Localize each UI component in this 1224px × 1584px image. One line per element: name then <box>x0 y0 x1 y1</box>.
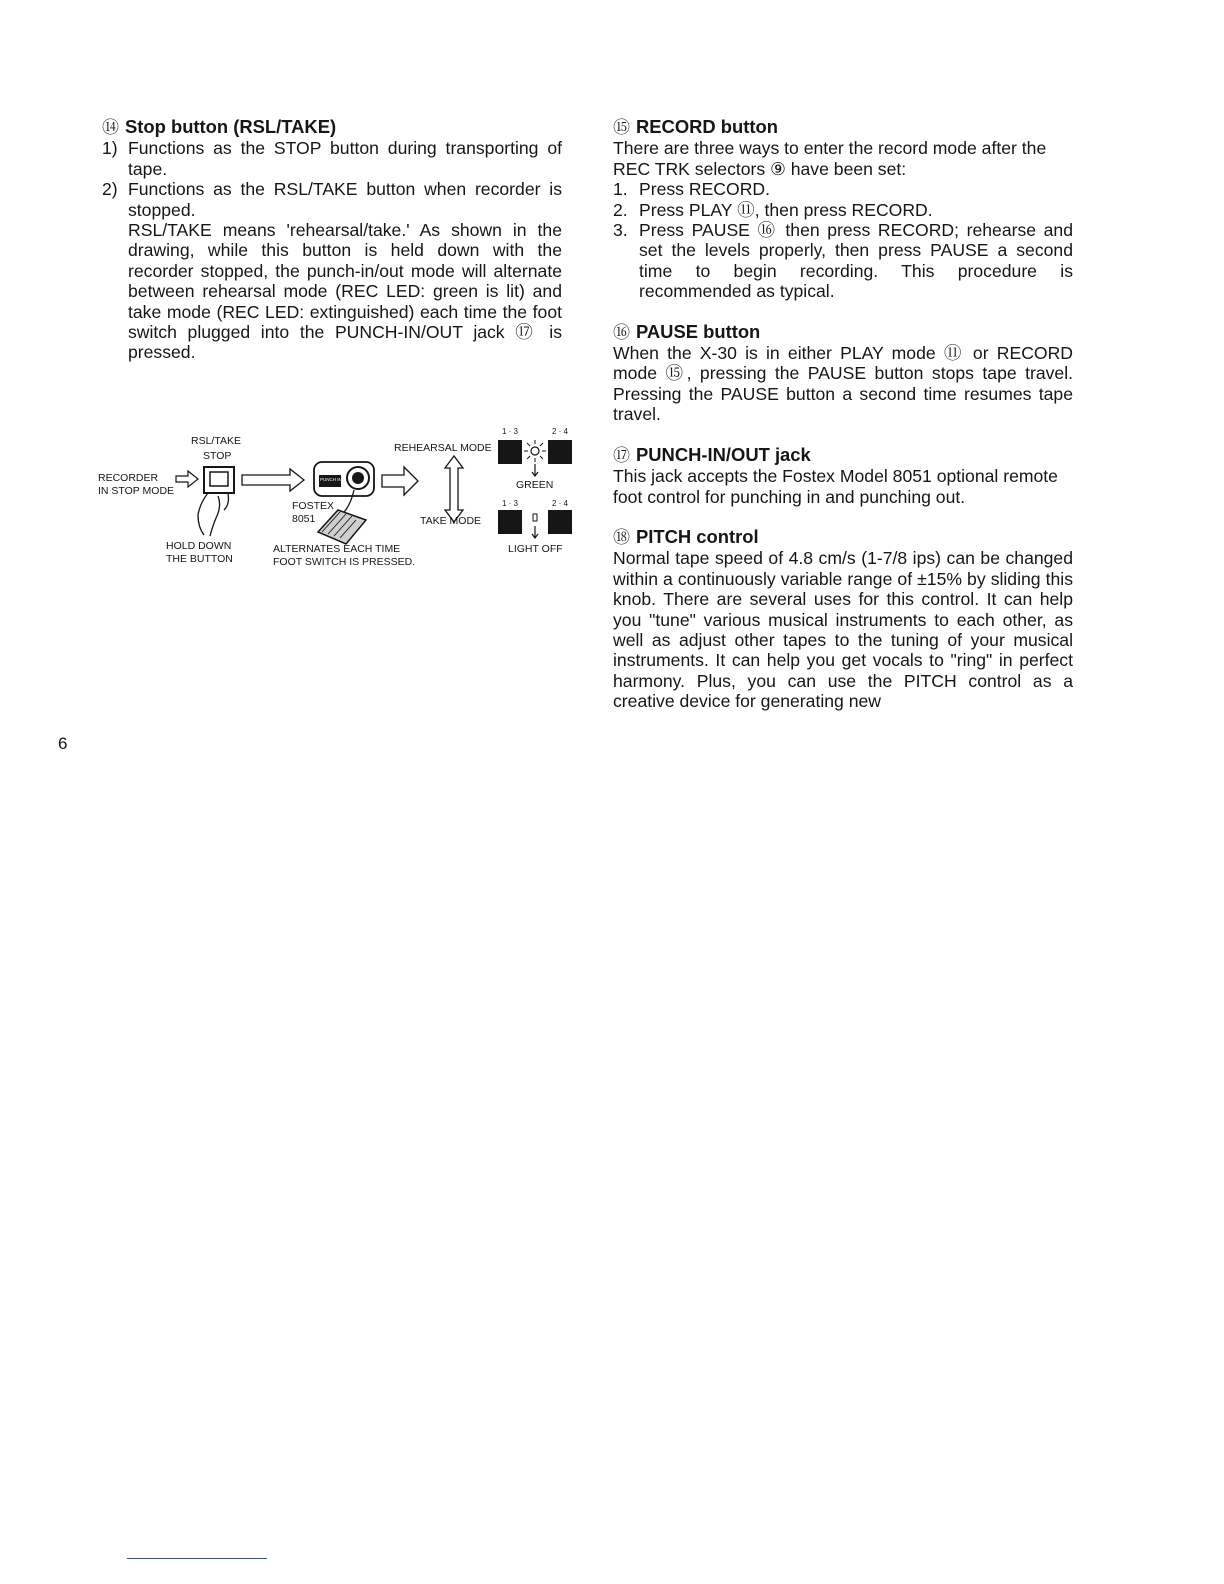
section-number: ⑰ <box>613 445 630 465</box>
section-number: ⑭ <box>102 118 119 137</box>
section-title: PUNCH-IN/OUT jack <box>636 443 811 465</box>
jack-plug-icon <box>352 472 364 484</box>
rsl-take-diagram <box>96 420 586 590</box>
punch-section <box>613 445 1073 507</box>
record-section <box>613 117 1073 302</box>
pitch-control-heading <box>613 527 1073 548</box>
pitch-body: Normal tape speed of 4.8 cm/s (1-7/8 ips) can be changed within a continuously variable range of ±15% by sliding this knob. There are several uses for this control. It can help you "tune" various musical instruments to each other, as well as adjust other tapes to the tuning of your musical instruments. It can help you get vocals to "ring" in perfect harmony. Plus, you can use the PITCH control as a creative device for generating new <box>613 548 1073 712</box>
rsl-take-description: RSL/TAKE means 'rehearsal/take.' As shown in the drawing, while this button is held down with the recorder stopped, the punch-in/out mode will alternate between rehearsal mode (REC LED: green is lit) and take mode (REC LED: extinguished) each time the foot switch plugged into the PUNCH-IN/OUT jack ⑰ is pressed. <box>128 220 562 363</box>
list-item <box>102 138 562 179</box>
led-off-icon <box>533 514 537 521</box>
punch-jack-heading <box>613 445 1073 466</box>
section-title: RECORD button <box>636 116 778 137</box>
track-label-1-3: 1 · 3 <box>502 427 519 436</box>
record-button-heading <box>613 117 1073 138</box>
list-item <box>613 179 1073 199</box>
hand-icon <box>198 493 229 536</box>
diagram-label-rsl-take: RSL/TAKE <box>191 435 241 447</box>
footer-rule <box>127 1558 267 1559</box>
list-marker: 2. <box>613 199 628 220</box>
section-title: Stop button (RSL/TAKE) <box>125 116 337 137</box>
punch-body: This jack accepts the Fostex Model 8051 optional remote foot control for punching in and punching out. <box>613 466 1058 507</box>
pause-body: When the X-30 is in either PLAY mode ⑪ or RECORD mode ⑮, pressing the PAUSE button stops tape travel. Pressing the PAUSE button a second time resumes tape travel. <box>613 343 1073 425</box>
diagram-label-in-stop-mode: IN STOP MODE <box>98 485 175 497</box>
page-number: 6 <box>58 734 68 753</box>
panel-label-punch-in-out: PUNCH IN/OUT <box>320 477 353 482</box>
track-label-1-3: 1 · 3 <box>502 499 519 508</box>
stop-button-heading <box>102 117 562 138</box>
left-column <box>102 117 562 363</box>
list-marker: 2) <box>102 179 118 200</box>
pause-section <box>613 322 1073 425</box>
rec-led-left-icon <box>498 510 522 534</box>
led-glow-icon <box>524 440 546 462</box>
list-text: Functions as the STOP button during transporting of tape. <box>128 138 562 179</box>
long-arrow-icon <box>242 469 304 491</box>
track-label-2-4: 2 · 4 <box>552 427 569 436</box>
list-text: Press PLAY ⑪, then press RECORD. <box>639 199 933 220</box>
diagram-label-take-mode: TAKE MODE <box>420 515 482 527</box>
stop-button-face-icon <box>210 472 228 486</box>
list-marker: 1) <box>102 138 118 159</box>
section-title: PAUSE button <box>636 320 761 342</box>
diagram-label-stop: STOP <box>203 450 232 462</box>
rec-led-right-icon <box>548 440 572 464</box>
right-column <box>613 117 1073 732</box>
pitch-section <box>613 527 1073 712</box>
diagram-label-fostex: FOSTEX <box>292 500 335 512</box>
track-label-2-4: 2 · 4 <box>552 499 569 508</box>
diagram-label-hold-down: HOLD DOWN <box>166 540 232 552</box>
mode-arrow-icon <box>382 467 418 495</box>
section-number: ⑯ <box>613 322 630 342</box>
led-pointer-icon <box>532 526 538 538</box>
list-item <box>102 179 562 220</box>
list-text: Press PAUSE ⑯ then press RECORD; rehearse and set the levels properly, then press PAUSE a second time to begin recording. This procedure is recommended as typical. <box>639 220 1073 302</box>
pause-button-heading <box>613 322 1073 343</box>
record-intro: There are three ways to enter the record mode after the REC TRK selectors ⑨ have been set: <box>613 138 1047 179</box>
section-number: ⑮ <box>613 118 630 137</box>
list-marker: 1. <box>613 179 628 200</box>
arrow-icon <box>176 471 198 487</box>
list-item <box>613 220 1073 302</box>
list-text: Press RECORD. <box>639 179 770 200</box>
diagram-label-the-button: THE BUTTON <box>166 553 233 565</box>
green-led-lit-icon <box>531 447 539 455</box>
diagram-label-foot-switch: FOOT SWITCH IS PRESSED. <box>273 556 416 568</box>
list-text: Functions as the RSL/TAKE button when recorder is stopped. <box>128 179 562 220</box>
list-item <box>613 200 1073 220</box>
list-marker: 3. <box>613 220 628 241</box>
rec-led-right-icon <box>548 510 572 534</box>
diagram-label-recorder: RECORDER <box>98 472 159 484</box>
section-title: PITCH control <box>636 525 759 547</box>
diagram-label-rehearsal-mode: REHEARSAL MODE <box>394 442 492 454</box>
stop-button-icon <box>204 467 234 493</box>
rec-led-left-icon <box>498 440 522 464</box>
diagram-label-green: GREEN <box>516 479 554 491</box>
section-number: ⑱ <box>613 527 630 547</box>
diagram-label-light-off: LIGHT OFF <box>508 543 563 555</box>
diagram-label-8051: 8051 <box>292 513 316 525</box>
diagram-label-alternates: ALTERNATES EACH TIME <box>273 543 401 555</box>
led-pointer-icon <box>532 464 538 476</box>
double-arrow-icon <box>445 456 463 522</box>
